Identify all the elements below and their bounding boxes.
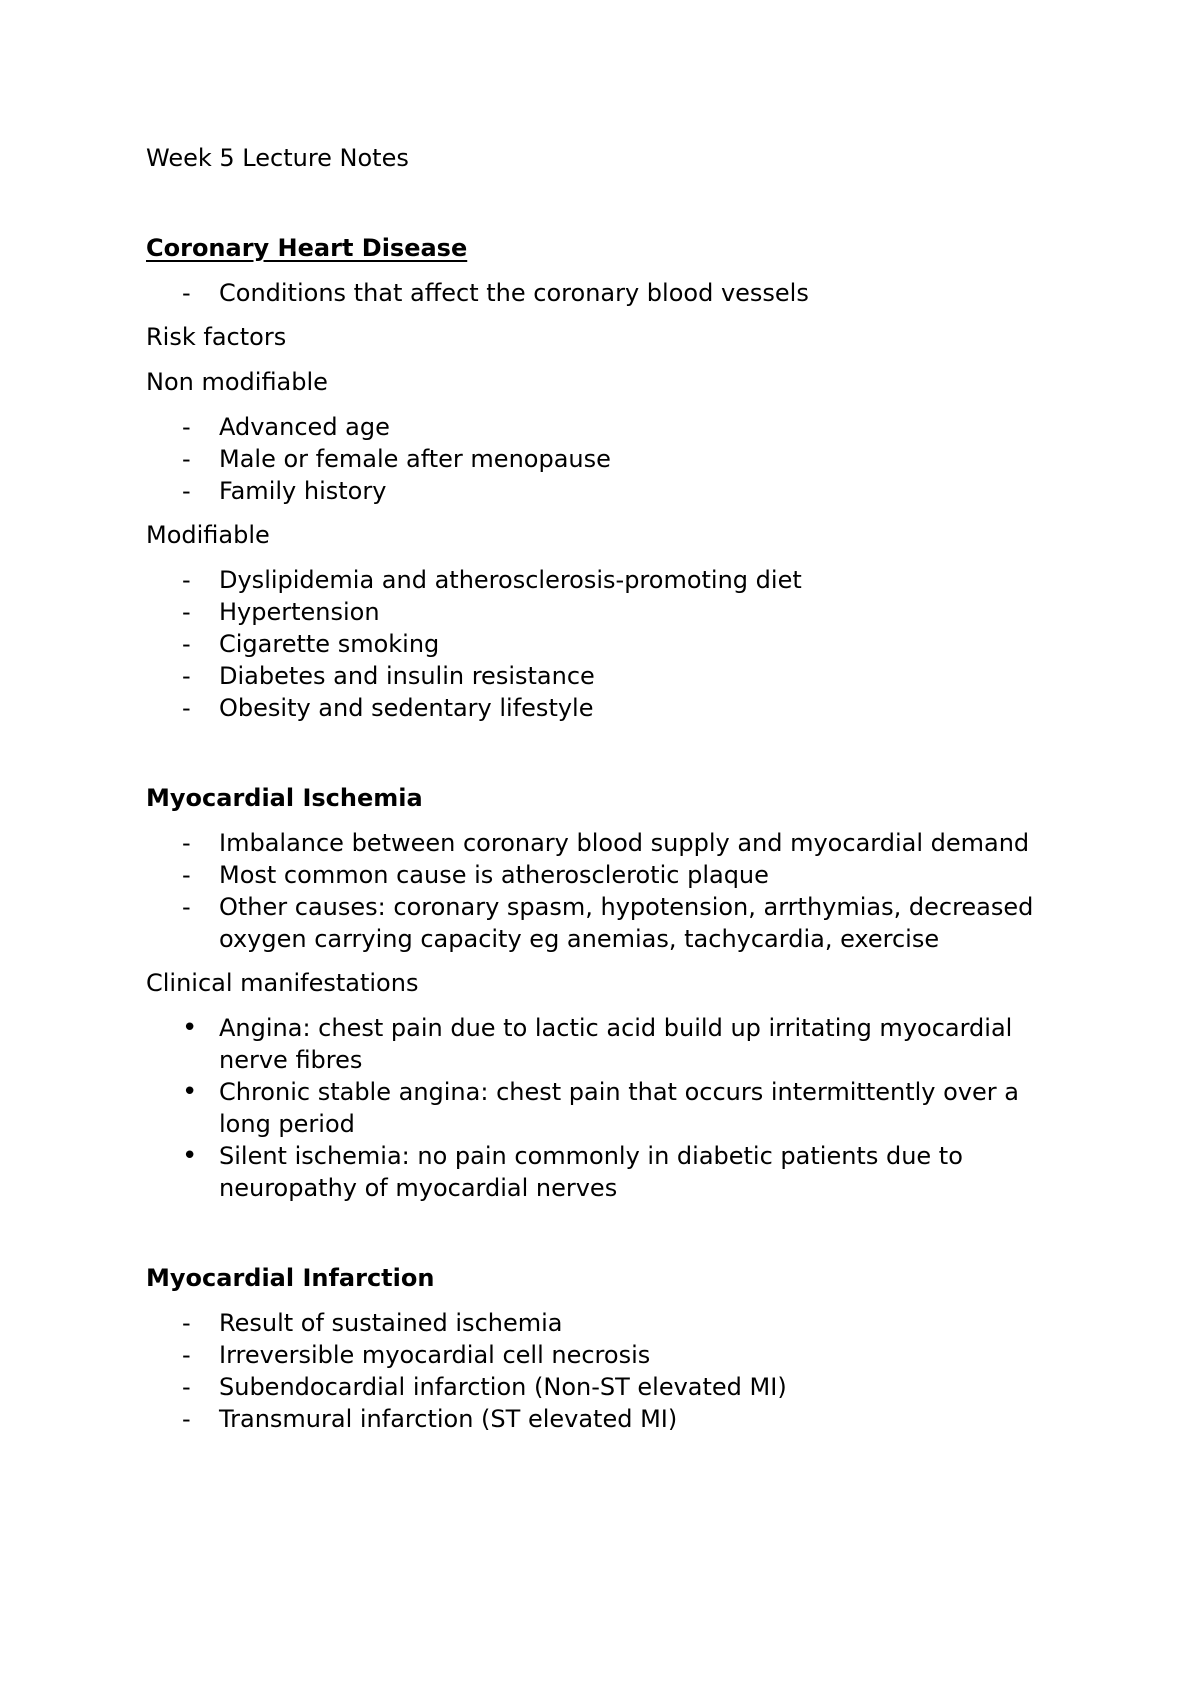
list-item	[146, 411, 1066, 443]
list-item	[146, 827, 1066, 859]
document-page	[146, 142, 1066, 1435]
modifiable-label: Modifiable	[146, 521, 270, 549]
list-item	[146, 1012, 1066, 1076]
list-item-text: Other causes: coronary spasm, hypotension, arrthymias, decreased oxygen carrying capacity eg anemias, tachycardia, exercise	[219, 893, 1034, 953]
list-item	[146, 596, 1066, 628]
section-heading-coronary-heart-disease: Coronary Heart Disease	[146, 234, 468, 262]
list-item	[146, 1076, 1066, 1140]
dash-marker: -	[182, 1405, 191, 1433]
dash-marker: -	[182, 694, 191, 722]
list-item-text: Dyslipidemia and atherosclerosis-promoting diet	[219, 566, 802, 594]
clinical-manifestations-label: Clinical manifestations	[146, 969, 419, 997]
non-modifiable-label: Non modifiable	[146, 368, 328, 396]
list-item-text: Hypertension	[219, 598, 380, 626]
list-item-text: Conditions that affect the coronary blood vessels	[219, 279, 809, 307]
list-item-text: Male or female after menopause	[219, 445, 611, 473]
list-item-text: Most common cause is atherosclerotic plaque	[219, 861, 769, 889]
list-item	[146, 660, 1066, 692]
list-item-text: Angina: chest pain due to lactic acid build up irritating myocardial nerve fibres	[219, 1014, 1013, 1074]
list-item	[146, 692, 1066, 724]
list-item-text: Family history	[219, 477, 387, 505]
bullet-marker: •	[182, 1077, 198, 1107]
infarction-list	[146, 1307, 1066, 1435]
list-item	[146, 1140, 1066, 1204]
list-item-text: Transmural infarction (ST elevated MI)	[219, 1405, 678, 1433]
list-item-text: Chronic stable angina: chest pain that occurs intermittently over a long period	[219, 1078, 1019, 1138]
list-item	[146, 891, 1066, 955]
list-item	[146, 475, 1066, 507]
dash-marker: -	[182, 662, 191, 690]
list-item	[146, 1307, 1066, 1339]
dash-marker: -	[182, 477, 191, 505]
list-item-text: Subendocardial infarction (Non-ST elevated MI)	[219, 1373, 787, 1401]
bullet-marker: •	[182, 1013, 198, 1043]
list-item	[146, 628, 1066, 660]
list-item-text: Advanced age	[219, 413, 390, 441]
list-item	[146, 859, 1066, 891]
list-item-text: Imbalance between coronary blood supply and myocardial demand	[219, 829, 1030, 857]
dash-marker: -	[182, 445, 191, 473]
modifiable-list	[146, 564, 1066, 724]
ischemia-list	[146, 827, 1066, 955]
list-item	[146, 443, 1066, 475]
dash-marker: -	[182, 1309, 191, 1337]
dash-marker: -	[182, 630, 191, 658]
document-title: Week 5 Lecture Notes	[146, 144, 409, 172]
list-item-text: Cigarette smoking	[219, 630, 440, 658]
dash-marker: -	[182, 1373, 191, 1401]
dash-marker: -	[182, 1341, 191, 1369]
bullet-marker: •	[182, 1141, 198, 1171]
list-item	[146, 277, 1066, 309]
list-item	[146, 1403, 1066, 1435]
dash-marker: -	[182, 829, 191, 857]
list-item-text: Diabetes and insulin resistance	[219, 662, 595, 690]
dash-marker: -	[182, 566, 191, 594]
non-modifiable-list	[146, 411, 1066, 507]
dash-marker: -	[182, 893, 191, 921]
list-item-text: Silent ischemia: no pain commonly in diabetic patients due to neuropathy of myocardial nerves	[219, 1142, 963, 1202]
clinical-manifestations-list	[146, 1012, 1066, 1204]
list-item-text: Result of sustained ischemia	[219, 1309, 563, 1337]
section-heading-myocardial-ischemia: Myocardial Ischemia	[146, 784, 423, 812]
list-item	[146, 1339, 1066, 1371]
list-item-text: Irreversible myocardial cell necrosis	[219, 1341, 651, 1369]
dash-marker: -	[182, 279, 191, 307]
section-heading-myocardial-infarction: Myocardial Infarction	[146, 1264, 435, 1292]
risk-factors-label: Risk factors	[146, 323, 287, 351]
dash-marker: -	[182, 413, 191, 441]
list-item	[146, 564, 1066, 596]
list-item-text: Obesity and sedentary lifestyle	[219, 694, 594, 722]
dash-marker: -	[182, 598, 191, 626]
list-item	[146, 1371, 1066, 1403]
coronary-intro-list	[146, 277, 1066, 309]
dash-marker: -	[182, 861, 191, 889]
